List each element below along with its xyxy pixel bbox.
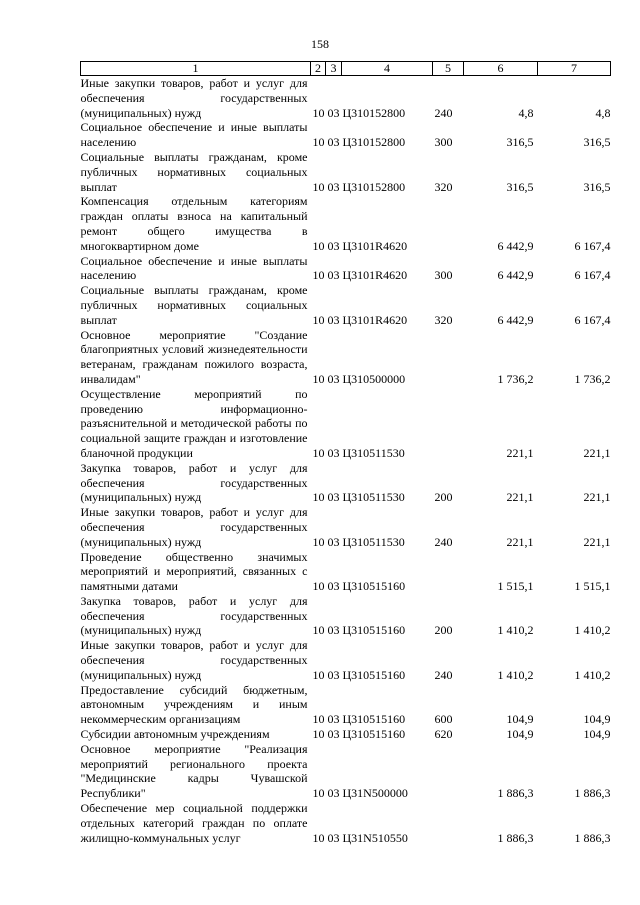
row-target-article: Ц310152800 — [342, 105, 406, 120]
row-name: Иные закупки товаров, работ и услуг для обеспечения государственных (муниципальных) нужд — [80, 76, 308, 120]
row-expense-type: 300 — [434, 135, 453, 150]
table-row — [81, 742, 611, 801]
row-subsection: 03 — [327, 179, 340, 194]
row-value-col6: 221,1 — [506, 490, 534, 505]
row-value-col6: 4,8 — [518, 105, 534, 120]
row-expense-type: 200 — [434, 623, 453, 638]
row-section: 10 — [312, 268, 325, 283]
row-section: 10 — [312, 179, 325, 194]
row-subsection: 03 — [327, 371, 340, 386]
row-value-col6: 104,9 — [506, 712, 534, 727]
row-value-col7: 104,9 — [583, 727, 611, 742]
table-row — [81, 76, 611, 121]
row-value-col7: 4,8 — [595, 105, 611, 120]
row-name: Предоставление субсидий бюджетным, автономным учреждениям и иным некоммерческим организациям — [80, 682, 308, 727]
header-col-3: 3 — [326, 62, 342, 76]
row-value-col6: 6 442,9 — [497, 312, 534, 327]
row-section: 10 — [312, 623, 325, 638]
row-target-article: Ц310515160 — [342, 623, 406, 638]
row-target-article: Ц310500000 — [342, 371, 406, 386]
row-value-col6: 6 442,9 — [497, 268, 534, 283]
row-value-col6: 316,5 — [506, 179, 534, 194]
row-subsection: 03 — [327, 830, 340, 845]
row-expense-type: 200 — [434, 490, 453, 505]
row-section: 10 — [312, 579, 325, 594]
header-col-7: 7 — [538, 62, 611, 76]
row-name: Иные закупки товаров, работ и услуг для обеспечения государственных (муниципальных) нужд — [80, 638, 308, 682]
table-row — [81, 194, 611, 253]
header-col-4: 4 — [342, 62, 433, 76]
row-value-col6: 1 736,2 — [497, 371, 534, 386]
row-name: Осуществление мероприятий по проведению информационно-разъяснительной и методической работы по социальной защите граждан и изготовление бланочной продукции — [80, 386, 308, 460]
budget-table — [80, 61, 611, 845]
row-target-article: Ц3101R4620 — [342, 238, 408, 253]
row-subsection: 03 — [327, 238, 340, 253]
row-value-col7: 6 167,4 — [574, 312, 611, 327]
row-value-col7: 221,1 — [583, 490, 611, 505]
header-col-6: 6 — [464, 62, 538, 76]
row-target-article: Ц31N500000 — [342, 786, 408, 801]
row-target-article: Ц310515160 — [342, 579, 406, 594]
row-name: Социальное обеспечение и иные выплаты населению — [80, 120, 308, 150]
row-subsection: 03 — [327, 312, 340, 327]
row-subsection: 03 — [327, 445, 340, 460]
row-name: Субсидии автономным учреждениям — [80, 727, 270, 742]
row-subsection: 03 — [327, 786, 340, 801]
row-value-col6: 104,9 — [506, 727, 534, 742]
row-value-col7: 316,5 — [583, 135, 611, 150]
row-value-col7: 104,9 — [583, 712, 611, 727]
row-name: Закупка товаров, работ и услуг для обеспечения государственных (муниципальных) нужд — [80, 593, 308, 638]
row-value-col6: 1 886,3 — [497, 786, 534, 801]
row-target-article: Ц310515160 — [342, 667, 406, 682]
row-section: 10 — [312, 667, 325, 682]
table-row — [81, 727, 611, 742]
table-row — [81, 594, 611, 638]
row-value-col7: 6 167,4 — [574, 238, 611, 253]
row-value-col7: 316,5 — [583, 179, 611, 194]
table-row — [81, 683, 611, 727]
row-value-col7: 1 410,2 — [574, 623, 611, 638]
row-section: 10 — [312, 371, 325, 386]
row-expense-type: 240 — [434, 105, 453, 120]
row-name: Социальные выплаты гражданам, кроме публичных нормативных социальных выплат — [80, 283, 308, 327]
row-section: 10 — [312, 105, 325, 120]
row-value-col6: 221,1 — [506, 445, 534, 460]
table-row — [81, 328, 611, 387]
row-target-article: Ц310515160 — [342, 712, 406, 727]
row-target-article: Ц310152800 — [342, 135, 406, 150]
row-value-col6: 6 442,9 — [497, 238, 534, 253]
row-subsection: 03 — [327, 534, 340, 549]
row-subsection: 03 — [327, 623, 340, 638]
table-row — [81, 801, 611, 845]
row-target-article: Ц31N510550 — [342, 830, 408, 845]
row-expense-type: 320 — [434, 312, 453, 327]
row-expense-type: 620 — [434, 727, 453, 742]
row-value-col7: 1 736,2 — [574, 371, 611, 386]
row-value-col6: 1 886,3 — [497, 830, 534, 845]
row-expense-type: 320 — [434, 179, 453, 194]
row-expense-type — [433, 742, 464, 801]
row-section: 10 — [312, 712, 325, 727]
header-col-2: 2 — [311, 62, 326, 76]
row-name: Компенсация отдельным категориям граждан оплаты взноса на капитальный ремонт общего имущества в многоквартирном доме — [80, 194, 308, 253]
row-value-col6: 1 410,2 — [497, 667, 534, 682]
row-value-col6: 316,5 — [506, 135, 534, 150]
row-name: Иные закупки товаров, работ и услуг для обеспечения государственных (муниципальных) нужд — [80, 505, 308, 549]
row-subsection: 03 — [327, 135, 340, 150]
row-value-col6: 1 515,1 — [497, 579, 534, 594]
row-subsection: 03 — [327, 105, 340, 120]
row-value-col6: 221,1 — [506, 534, 534, 549]
row-name: Проведение общественно значимых мероприятий и мероприятий, связанных с памятными датами — [80, 549, 308, 594]
row-expense-type: 240 — [434, 534, 453, 549]
row-subsection: 03 — [327, 712, 340, 727]
row-section: 10 — [312, 445, 325, 460]
table-row — [81, 387, 611, 461]
row-value-col6: 1 410,2 — [497, 623, 534, 638]
row-value-col7: 1 515,1 — [574, 579, 611, 594]
row-value-col7: 6 167,4 — [574, 268, 611, 283]
row-name: Социальное обеспечение и иные выплаты населению — [80, 253, 308, 283]
row-name: Основное мероприятие "Создание благоприятных условий жизнедеятельности ветеранам, гражданам пожилого возраста, инвалидам" — [80, 327, 308, 386]
row-subsection: 03 — [327, 727, 340, 742]
row-target-article: Ц310511530 — [342, 534, 405, 549]
row-subsection: 03 — [327, 667, 340, 682]
row-section: 10 — [312, 727, 325, 742]
table-row — [81, 254, 611, 284]
table-row — [81, 550, 611, 594]
row-expense-type — [433, 194, 464, 253]
row-subsection: 03 — [327, 268, 340, 283]
row-section: 10 — [312, 490, 325, 505]
row-section: 10 — [312, 786, 325, 801]
row-expense-type — [433, 550, 464, 594]
page-number: 158 — [311, 37, 329, 51]
row-target-article: Ц3101R4620 — [342, 268, 408, 283]
row-target-article: Ц310511530 — [342, 445, 405, 460]
row-section: 10 — [312, 238, 325, 253]
row-section: 10 — [312, 830, 325, 845]
row-target-article: Ц310152800 — [342, 179, 406, 194]
table-row — [81, 283, 611, 327]
table-row — [81, 505, 611, 549]
row-target-article: Ц3101R4620 — [342, 312, 408, 327]
table-row — [81, 461, 611, 505]
row-section: 10 — [312, 312, 325, 327]
row-section: 10 — [312, 135, 325, 150]
row-value-col7: 1 886,3 — [574, 830, 611, 845]
row-expense-type: 300 — [434, 268, 453, 283]
table-row — [81, 120, 611, 150]
header-col-5: 5 — [433, 62, 464, 76]
row-expense-type: 240 — [434, 667, 453, 682]
table-row — [81, 150, 611, 194]
header-col-1: 1 — [81, 62, 311, 76]
row-expense-type — [433, 801, 464, 845]
row-expense-type — [433, 387, 464, 461]
row-value-col7: 221,1 — [583, 445, 611, 460]
row-name: Основное мероприятие "Реализация мероприятий регионального проекта "Медицинские кадры Чувашской Республики" — [80, 741, 308, 801]
row-name: Закупка товаров, работ и услуг для обеспечения государственных (муниципальных) нужд — [80, 460, 308, 505]
row-value-col7: 1 886,3 — [574, 786, 611, 801]
table-row — [81, 638, 611, 682]
row-name: Социальные выплаты гражданам, кроме публичных нормативных социальных выплат — [80, 149, 308, 194]
row-expense-type: 600 — [434, 712, 453, 727]
row-name: Обеспечение мер социальной поддержки отдельных категорий граждан по оплате жилищно-коммунальных услуг — [80, 801, 308, 845]
row-target-article: Ц310511530 — [342, 490, 405, 505]
table-body — [81, 76, 611, 846]
header-row — [81, 62, 611, 76]
row-expense-type — [433, 328, 464, 387]
row-subsection: 03 — [327, 579, 340, 594]
row-subsection: 03 — [327, 490, 340, 505]
row-target-article: Ц310515160 — [342, 727, 406, 742]
row-value-col7: 221,1 — [583, 534, 611, 549]
row-section: 10 — [312, 534, 325, 549]
row-value-col7: 1 410,2 — [574, 667, 611, 682]
